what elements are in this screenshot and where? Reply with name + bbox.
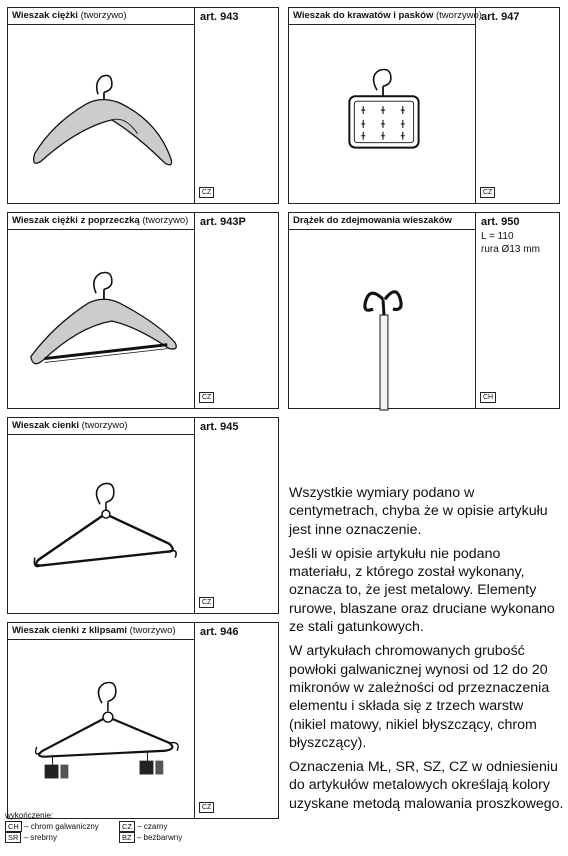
finish-badge: CZ [199, 187, 214, 198]
legend-item [5, 821, 119, 832]
finish-badge: CZ [199, 802, 214, 813]
product-name: Wieszak cienki z klipsami [12, 625, 128, 636]
product-name: Wieszak ciężki z poprzeczką [12, 215, 140, 226]
info-text [289, 484, 564, 819]
thin-hanger-with-clips-icon [8, 640, 194, 818]
product-material: (tworzywo) [80, 10, 127, 21]
product-title [289, 213, 475, 230]
product-illustration [8, 25, 194, 203]
info-paragraph-material: Jeśli w opisie artykułu nie podano materiału, z którego został wykonany, oznacza to, że jest metalowy. Elementy rurowe, blaszane oraz druciane wykonano ze stali gatunkowych. [289, 545, 555, 636]
product-name: Wieszak do krawatów i pasków [293, 10, 434, 21]
info-paragraph-colors: Oznaczenia MŁ, SR, SZ, CZ w odniesieniu do artykułów metalowych określają kolory uzyskane metodą malowania proszkowego. [289, 759, 564, 812]
legend-label: – srebrny [23, 833, 58, 842]
article-column [475, 8, 559, 203]
product-title [8, 213, 194, 230]
finish-badge: CZ [199, 597, 214, 608]
product-card-950 [288, 212, 560, 409]
product-card-946 [7, 622, 279, 819]
article-column [194, 213, 278, 408]
article-column [475, 213, 559, 408]
info-paragraph-dimensions: Wszystkie wymiary podano w centymetrach, chyba że w opisie artykułu jest inne oznaczenie. [289, 485, 548, 538]
product-title [8, 8, 194, 25]
finish-badge: CH [480, 392, 496, 403]
tie-belt-hanger-icon [289, 25, 475, 203]
legend-heading: wykończenie: [5, 811, 54, 820]
product-title [8, 623, 194, 640]
hanger-removal-pole-icon [289, 230, 475, 408]
spec-tube: rura Ø13 mm [481, 244, 540, 255]
product-illustration [8, 640, 194, 818]
article-number: art. 946 [200, 626, 239, 638]
legend-label: – bezbarwny [136, 833, 183, 842]
product-name: Wieszak ciężki [12, 10, 78, 21]
legend-code: BZ [119, 832, 135, 843]
heavy-hanger-with-bar-icon [8, 230, 194, 408]
spec-length: L = 110 [481, 231, 514, 242]
info-paragraph-chrome: W artykułach chromowanych grubość powłoki galwanicznej wynosi od 12 do 20 mikronów w zależności od przeznaczenia elementu i składa się z trzech warstw (nikiel matowy, nikiel błyszczący, chrom błyszczący). [289, 643, 550, 751]
product-card-947 [288, 7, 560, 204]
legend-label: – czarny [137, 822, 168, 831]
article-column [194, 8, 278, 203]
legend-row [5, 832, 233, 843]
article-number: art. 947 [481, 11, 520, 23]
legend-code: CH [5, 821, 22, 832]
product-title [8, 418, 194, 435]
product-illustration [8, 230, 194, 408]
product-name: Wieszak cienki [12, 420, 79, 431]
article-number: art. 950 [481, 216, 520, 228]
legend-item [119, 821, 233, 832]
product-illustration [289, 230, 475, 408]
finish-legend [5, 810, 233, 843]
article-number: art. 943P [200, 216, 246, 228]
heavy-hanger-icon [8, 25, 194, 203]
product-material: (tworzywo) [129, 625, 176, 636]
product-illustration [289, 25, 475, 203]
finish-badge: CZ [199, 392, 214, 403]
product-name: Drążek do zdejmowania wieszaków [293, 215, 452, 226]
product-card-943p [7, 212, 279, 409]
product-card-943 [7, 7, 279, 204]
article-number: art. 943 [200, 11, 239, 23]
legend-row [5, 821, 233, 832]
thin-hanger-icon [8, 435, 194, 613]
product-material: (tworzywo) [81, 420, 128, 431]
product-title [289, 8, 482, 25]
product-material: (tworzywo) [436, 10, 482, 21]
legend-item [5, 832, 119, 843]
product-card-945 [7, 417, 279, 614]
product-illustration [8, 435, 194, 613]
product-material: (tworzywo) [142, 215, 189, 226]
legend-label: – chrom galwaniczny [24, 822, 99, 831]
legend-code: CZ [119, 821, 135, 832]
article-number: art. 945 [200, 421, 239, 433]
article-column [194, 418, 278, 613]
finish-badge: CZ [480, 187, 495, 198]
legend-item [119, 832, 233, 843]
legend-code: SR [5, 832, 21, 843]
article-column [194, 623, 278, 818]
